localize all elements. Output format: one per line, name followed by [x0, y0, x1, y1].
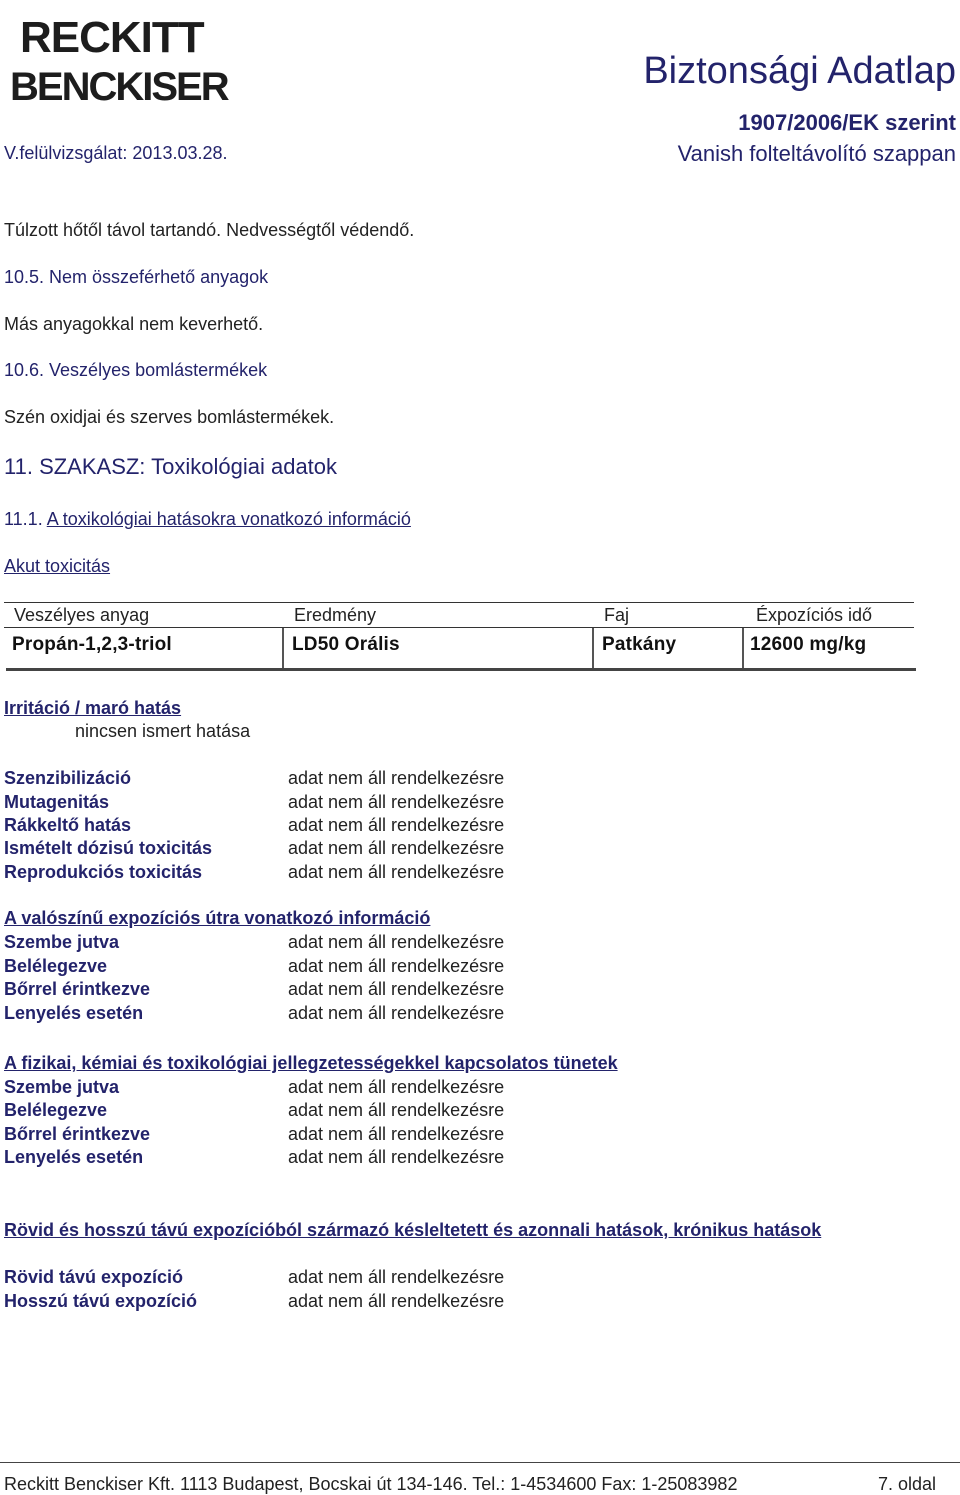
page-number: 7. oldal: [877, 1474, 936, 1494]
symptom-label: Belélegezve: [4, 1100, 108, 1120]
routes-title: A valószínű expozíciós útra vonatkozó információ: [4, 908, 431, 928]
table-divider: [742, 628, 744, 668]
text-10-6: Szén oxidjai és szerves bomlástermékek.: [4, 407, 335, 427]
heading-10-5: 10.5. Nem összeférhető anyagok: [4, 267, 269, 287]
route-label: Belélegezve: [4, 956, 108, 976]
heading-10-6: 10.6. Veszélyes bomlástermékek: [4, 360, 268, 380]
symptom-label: Lenyelés esetén: [4, 1147, 144, 1167]
cell-species: Patkány: [602, 634, 677, 655]
delayed-effects-title: Rövid és hosszú távú expozícióból származó késleltetett és azonnali hatások, krónikus hatások: [4, 1220, 822, 1240]
subsection-title: A toxikológiai hatásokra vonatkozó információ: [46, 509, 411, 529]
irritation-value: nincsen ismert hatása: [75, 721, 251, 741]
effect-value: adat nem áll rendelkezésre: [288, 862, 505, 882]
text-10-5: Más anyagokkal nem keverhető.: [4, 314, 264, 334]
symptom-value: adat nem áll rendelkezésre: [288, 1124, 505, 1144]
effect-label: Reprodukciós toxicitás: [4, 862, 203, 882]
table-divider: [282, 628, 284, 668]
storage-text: Túlzott hőtől távol tartandó. Nedvességtől védendő.: [4, 220, 415, 240]
subsection-number: 11.1.: [4, 509, 43, 529]
col-header-species: Faj: [604, 605, 630, 625]
exposure-label: Rövid távú expozíció: [4, 1267, 184, 1287]
symptoms-title: A fizikai, kémiai és toxikológiai jellegzetességekkel kapcsolatos tünetek: [4, 1053, 618, 1073]
route-label: Szembe jutva: [4, 932, 120, 952]
col-header-result: Eredmény: [294, 605, 377, 625]
symptom-value: adat nem áll rendelkezésre: [288, 1100, 505, 1120]
route-label: Lenyelés esetén: [4, 1003, 144, 1023]
symptom-label: Szembe jutva: [4, 1077, 120, 1097]
route-value: adat nem áll rendelkezésre: [288, 1003, 505, 1023]
exposure-value: adat nem áll rendelkezésre: [288, 1267, 505, 1287]
footer-divider: [0, 1462, 960, 1463]
table-divider: [592, 628, 594, 668]
effect-value: adat nem áll rendelkezésre: [288, 792, 505, 812]
effect-value: adat nem áll rendelkezésre: [288, 768, 505, 788]
section-11-title: 11. SZAKASZ: Toxikológiai adatok: [4, 454, 338, 479]
route-value: adat nem áll rendelkezésre: [288, 979, 505, 999]
logo-line1: RECKITT: [20, 13, 204, 62]
effect-label: Mutagenitás: [4, 792, 110, 812]
symptom-label: Bőrrel érintkezve: [4, 1124, 151, 1144]
company-logo: [8, 8, 290, 108]
route-value: adat nem áll rendelkezésre: [288, 956, 505, 976]
acute-toxicity-heading: Akut toxicitás: [4, 556, 111, 576]
effect-value: adat nem áll rendelkezésre: [288, 815, 505, 835]
effect-label: Rákkeltő hatás: [4, 815, 132, 835]
effect-label: Szenzibilizáció: [4, 768, 132, 788]
exposure-value: adat nem áll rendelkezésre: [288, 1291, 505, 1311]
route-label: Bőrrel érintkezve: [4, 979, 151, 999]
irritation-label-text: Irritáció / maró hatás: [4, 698, 182, 718]
exposure-label: Hosszú távú expozíció: [4, 1291, 198, 1311]
route-value: adat nem áll rendelkezésre: [288, 932, 505, 952]
effect-value: adat nem áll rendelkezésre: [288, 838, 505, 858]
logo-line2: BENCKISER: [10, 65, 228, 108]
footer-text: Reckitt Benckiser Kft. 1113 Budapest, Bocskai út 134-146. Tel.: 1-4534600 Fax: 1-25083982: [4, 1474, 738, 1494]
subsection-11-1: [4, 509, 411, 530]
irritation-label: [4, 698, 181, 719]
regulation-label: 1907/2006/EK szerint: [738, 110, 956, 135]
symptom-value: adat nem áll rendelkezésre: [288, 1077, 505, 1097]
product-name: Vanish folteltávolító szappan: [677, 141, 956, 166]
table-row: [6, 628, 916, 671]
symptom-value: adat nem áll rendelkezésre: [288, 1147, 505, 1167]
col-header-substance: Veszélyes anyag: [14, 605, 150, 625]
cell-exposure: 12600 mg/kg: [750, 634, 867, 655]
effect-label: Ismételt dózisú toxicitás: [4, 838, 213, 858]
col-header-exposure: Éxpozíciós idő: [756, 605, 873, 625]
table-header: [4, 602, 914, 628]
document-title: Biztonsági Adatlap: [643, 50, 956, 92]
cell-result: LD50 Orális: [292, 634, 400, 655]
cell-substance: Propán-1,2,3-triol: [12, 634, 172, 655]
revision-date: V.felülvizsgálat: 2013.03.28.: [4, 143, 228, 163]
